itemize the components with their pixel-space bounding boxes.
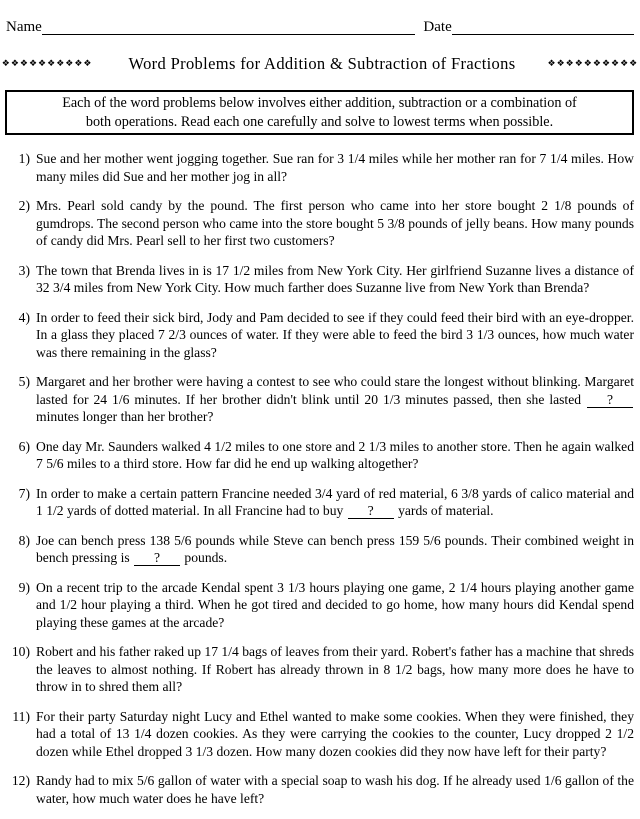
problem-text: Robert and his father raked up 17 1/4 bags of leaves from their yard. Robert's father has a machine that shreds the leaves to almost nothing. If Robert has already thrown in 8 1/2 bags, how many more does he have to throw in to shred them all? xyxy=(36,644,634,694)
problem-number: 10) xyxy=(11,644,30,659)
answer-blank[interactable]: ? xyxy=(587,392,633,408)
title-row xyxy=(0,52,640,76)
diamond-decoration-right-icon: ❖❖❖❖❖❖❖❖❖❖ xyxy=(547,59,639,69)
problem-text: One day Mr. Saunders walked 4 1/2 miles to one store and 2 1/3 miles to another store. Then he again walked 7 5/6 miles to a third store. How far did he end up walking altogether? xyxy=(36,438,634,471)
problem-item xyxy=(8,485,634,520)
problem-item xyxy=(8,309,634,362)
answer-blank[interactable]: ? xyxy=(134,550,180,566)
problem-text: In order to feed their sick bird, Jody and Pam decided to see if they could feed their bird with an eye-dropper. In a glass they placed 7 2/3 ounces of water. If they were able to feed the bird 3 1/3 ounces, how much water was there remaining in the glass? xyxy=(36,309,634,360)
answer-blank[interactable]: ? xyxy=(348,503,394,519)
problem-text xyxy=(36,373,634,426)
problem-number: 7) xyxy=(18,485,30,501)
problem-number: 9) xyxy=(18,579,30,595)
problem-item xyxy=(8,262,634,297)
problem-number: 12) xyxy=(11,773,30,788)
problem-text: The town that Brenda lives in is 17 1/2 miles from New York City. Her girlfriend Suzanne lives a distance of 32 3/4 miles from New York City. How much farther does Suzanne live from New York than Brenda? xyxy=(36,262,634,295)
instructions-box xyxy=(5,90,634,135)
problem-text-after-blank: minutes longer than her brother? xyxy=(36,409,214,424)
problem-item xyxy=(8,373,634,426)
problem-text xyxy=(36,532,634,567)
problem-text-after-blank: yards of material. xyxy=(394,503,494,518)
problem-item xyxy=(8,197,634,250)
date-label: Date xyxy=(423,19,452,35)
problems-list xyxy=(8,150,634,819)
instructions-line-2: both operations. Read each one carefully and solve to lowest terms when possible. xyxy=(85,113,554,130)
problem-number: 1) xyxy=(18,151,30,166)
problem-text-before-blank: Joe can bench press 138 5/6 pounds while Steve can bench press 159 5/6 pounds. Their combined weight in bench pressing is xyxy=(36,532,634,565)
problem-number: 11) xyxy=(12,708,30,724)
problem-text-after-blank: pounds. xyxy=(181,550,228,565)
problem-text xyxy=(36,485,634,520)
problem-text: For their party Saturday night Lucy and Ethel wanted to make some cookies. When they were finished, they had a total of 13 1/4 dozen cookies. As they were carrying the cookies to the counter, Lucy dropped 2 1/2 dozen while Ethel dropped 3 1/3 dozen. How many dozen cookies did they now have left for their party? xyxy=(36,708,634,759)
date-input-line[interactable] xyxy=(452,20,634,35)
problem-text: On a recent trip to the arcade Kendal spent 3 1/3 hours playing one game, 2 1/4 hours playing another game and 1/2 hour playing a third. When he got tired and decided to go home, how many hours did Kendal spend playing these games at the arcade? xyxy=(36,579,634,630)
problem-number: 2) xyxy=(18,198,30,213)
problem-item xyxy=(8,643,634,696)
diamond-decoration-left-icon: ❖❖❖❖❖❖❖❖❖❖ xyxy=(1,59,93,69)
problem-text-before-blank: Margaret and her brother were having a contest to see who could stare the longest without blinking. Margaret lasted for 24 1/6 minutes. If her brother didn't blink until 20 1/3 minutes passed, then she lasted xyxy=(36,374,634,407)
problem-item xyxy=(8,579,634,632)
instructions-line-1: Each of the word problems below involves either addition, subtraction or a combination of xyxy=(62,94,577,111)
problem-number: 6) xyxy=(18,438,30,454)
problem-number: 4) xyxy=(18,309,30,325)
problem-text-before-blank: In order to make a certain pattern Francine needed 3/4 yard of red material, 6 3/8 yards of calico material and 1 1/2 yards of dotted material. In all Francine had to buy xyxy=(36,485,634,518)
name-date-row xyxy=(6,14,634,36)
problem-number: 5) xyxy=(18,374,30,389)
problem-text: Sue and her mother went jogging together. Sue ran for 3 1/4 miles while her mother ran for 7 1/4 miles. How many miles did Sue and her mother jog in all? xyxy=(36,151,634,184)
problem-text: Randy had to mix 5/6 gallon of water with a special soap to wash his dog. If he already used 1/6 gallon of the water, how much water does he have left? xyxy=(36,773,634,806)
page-title: Word Problems for Addition & Subtraction of Fractions xyxy=(128,54,516,73)
problem-item xyxy=(8,532,634,567)
problem-item xyxy=(8,708,634,761)
problem-text: Mrs. Pearl sold candy by the pound. The first person who came into her store bought 2 1/8 pounds of gumdrops. The second person who came into the store bought 5 3/8 pounds of jelly beans. How many pounds of candy did Mrs. Pearl sell to her first two customers? xyxy=(36,198,634,248)
problem-item xyxy=(8,438,634,473)
problem-number: 8) xyxy=(18,532,30,548)
problem-number: 3) xyxy=(18,262,30,278)
problem-item xyxy=(8,150,634,185)
name-label: Name xyxy=(6,19,42,35)
name-input-line[interactable] xyxy=(42,20,416,35)
problem-item xyxy=(8,772,634,807)
